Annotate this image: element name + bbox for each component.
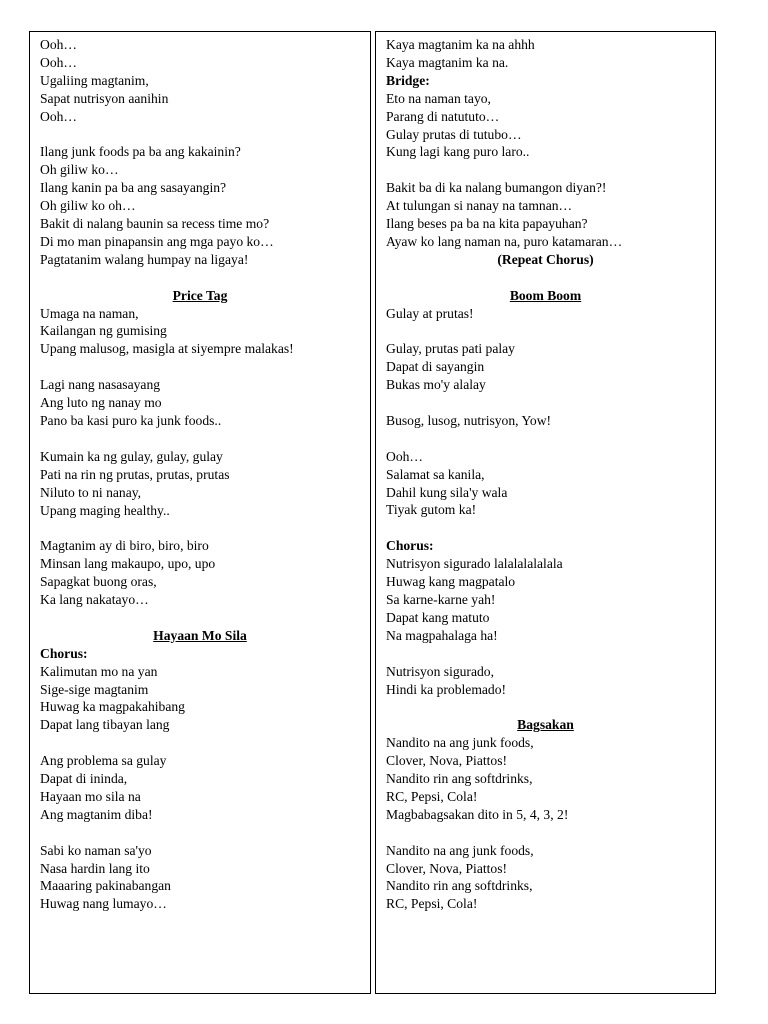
left-column	[29, 31, 371, 994]
stanza-break	[386, 269, 715, 287]
lyric-line: Ilang junk foods pa ba ang kakainin?	[40, 144, 241, 160]
lyric-line: Salamat sa kanila,	[386, 466, 485, 482]
lyric-line: Dapat kang matuto	[386, 609, 490, 625]
lyric-line: Nutrisyon sigurado,	[386, 663, 494, 679]
lyric-line: Huwag nang lumayo…	[40, 896, 167, 912]
lyric-line: Kumain ka ng gulay, gulay, gulay	[40, 448, 223, 464]
song-title-hayaan-mo-sila: Hayaan Mo Sila	[153, 627, 247, 643]
lyric-line: Pati na rin ng prutas, prutas, prutas	[40, 466, 230, 482]
lyric-line: Sabi ko naman sa'yo	[40, 842, 152, 858]
lyric-line: Ang magtanim diba!	[40, 806, 153, 822]
lyric-line: Gulay at prutas!	[386, 305, 474, 321]
lyric-line: Ooh…	[386, 448, 424, 464]
lyric-line: Bakit di nalang baunin sa recess time mo?	[40, 216, 270, 232]
lyric-line: Sige-sige magtanim	[40, 681, 149, 697]
lyric-line: RC, Pepsi, Cola!	[386, 788, 478, 804]
stanza-break	[40, 734, 370, 752]
lyric-line: Huwag ka magpakahibang	[40, 699, 185, 715]
song-title-price-tag: Price Tag	[172, 287, 228, 303]
section-label: Chorus:	[40, 645, 88, 661]
stanza-break	[386, 519, 715, 537]
lyric-line: Dahil kung sila'y wala	[386, 484, 508, 500]
lyric-line: Kailangan ng gumising	[40, 323, 167, 339]
lyric-line: Magtanim ay di biro, biro, biro	[40, 538, 209, 554]
lyric-line: Ooh…	[40, 108, 78, 124]
stanza-break	[40, 609, 370, 627]
lyric-line: Lagi nang nasasayang	[40, 377, 161, 393]
repeat-chorus-note: (Repeat Chorus)	[497, 251, 594, 267]
stanza-break	[386, 430, 715, 448]
lyric-line: Nutrisyon sigurado lalalalalalala	[386, 556, 563, 572]
lyric-line: Sapat nutrisyon aanihin	[40, 90, 169, 106]
lyric-line: Di mo man pinapansin ang mga payo ko…	[40, 233, 274, 249]
lyric-line: Busog, lusog, nutrisyon, Yow!	[386, 412, 552, 428]
lyric-line: Clover, Nova, Piattos!	[386, 860, 508, 876]
lyric-line: Ugaliing magtanim,	[40, 72, 149, 88]
lyric-line: Nandito na ang junk foods,	[386, 735, 534, 751]
lyric-line: Bukas mo'y alalay	[386, 377, 486, 393]
lyric-line: Nandito rin ang softdrinks,	[386, 771, 533, 787]
stanza-break	[40, 430, 370, 448]
lyric-line: Ka lang nakatayo…	[40, 592, 149, 608]
lyric-line: Oh giliw ko oh…	[40, 198, 136, 214]
lyric-line: Dapat di sayangin	[386, 359, 485, 375]
lyric-line: Eto na naman tayo,	[386, 90, 491, 106]
lyric-line: Ang luto ng nanay mo	[40, 395, 162, 411]
lyric-line: Dapat lang tibayan lang	[40, 717, 170, 733]
lyric-line: Gulay, prutas pati palay	[386, 341, 515, 357]
lyric-line: Kaya magtanim ka na.	[386, 54, 509, 70]
song-title-boom-boom: Boom Boom	[509, 287, 582, 303]
lyric-line: Gulay prutas di tutubo…	[386, 126, 522, 142]
lyric-line: RC, Pepsi, Cola!	[386, 896, 478, 912]
lyric-line: Sa karne-karne yah!	[386, 592, 496, 607]
lyric-line: Maaaring pakinabangan	[40, 878, 171, 894]
stanza-break	[386, 698, 715, 716]
lyric-line: Magbabagsakan dito in 5, 4, 3, 2!	[386, 806, 569, 822]
lyric-line: Dapat di ininda,	[40, 771, 128, 787]
lyric-line: Nasa hardin lang ito	[40, 860, 150, 876]
section-label: Chorus:	[386, 538, 434, 554]
stanza-break	[386, 394, 715, 412]
lyric-line: Tiyak gutom ka!	[386, 502, 477, 518]
lyric-line: Ilang beses pa ba na kita papayuhan?	[386, 216, 588, 232]
lyric-line: Sapagkat buong oras,	[40, 574, 157, 590]
stanza-break	[40, 269, 370, 287]
stanza-break	[40, 358, 370, 376]
stanza-break	[386, 824, 715, 842]
stanza-break	[40, 824, 370, 842]
lyric-line: Ooh…	[40, 37, 78, 52]
lyric-line: Ang problema sa gulay	[40, 753, 167, 769]
lyric-line: Umaga na naman,	[40, 305, 139, 321]
lyric-line: Ooh…	[40, 54, 78, 70]
lyric-line: At tulungan si nanay na tamnan…	[386, 198, 573, 214]
stanza-break	[386, 645, 715, 663]
lyric-line: Pagtatanim walang humpay na ligaya!	[40, 251, 249, 267]
lyric-line: Minsan lang makaupo, upo, upo	[40, 556, 216, 572]
lyric-line: Kaya magtanim ka na ahhh	[386, 37, 535, 52]
lyric-line: Ilang kanin pa ba ang sasayangin?	[40, 180, 227, 196]
lyric-line: Nandito na ang junk foods,	[386, 842, 534, 858]
lyric-line: Parang di natututo…	[386, 108, 500, 124]
lyric-line: Niluto to ni nanay,	[40, 484, 142, 500]
lyric-line: Kalimutan mo na yan	[40, 663, 158, 679]
lyric-line: Upang maging healthy..	[40, 502, 170, 518]
lyric-line: Kung lagi kang puro laro..	[386, 144, 530, 160]
stanza-break	[386, 322, 715, 340]
lyric-line: Hindi ka problemado!	[386, 681, 507, 697]
lyric-line: Pano ba kasi puro ka junk foods..	[40, 412, 222, 428]
song-title-bagsakan: Bagsakan	[517, 717, 574, 733]
lyric-line: Upang malusog, masigla at siyempre malakas!	[40, 341, 294, 357]
lyric-line: Nandito rin ang softdrinks,	[386, 878, 533, 894]
lyric-line: Oh giliw ko…	[40, 162, 119, 178]
lyric-line: Bakit ba di ka nalang bumangon diyan?!	[386, 180, 607, 196]
lyric-line: Hayaan mo sila na	[40, 788, 141, 804]
stanza-break	[40, 519, 370, 537]
lyric-line: Ayaw ko lang naman na, puro katamaran…	[386, 233, 623, 249]
lyric-line: Clover, Nova, Piattos!	[386, 753, 508, 769]
right-column	[375, 31, 716, 994]
stanza-break	[40, 126, 370, 144]
section-label: Bridge:	[386, 72, 430, 88]
lyric-line: Na magpahalaga ha!	[386, 627, 498, 643]
stanza-break	[386, 161, 715, 179]
lyric-line: Huwag kang magpatalo	[386, 574, 516, 590]
